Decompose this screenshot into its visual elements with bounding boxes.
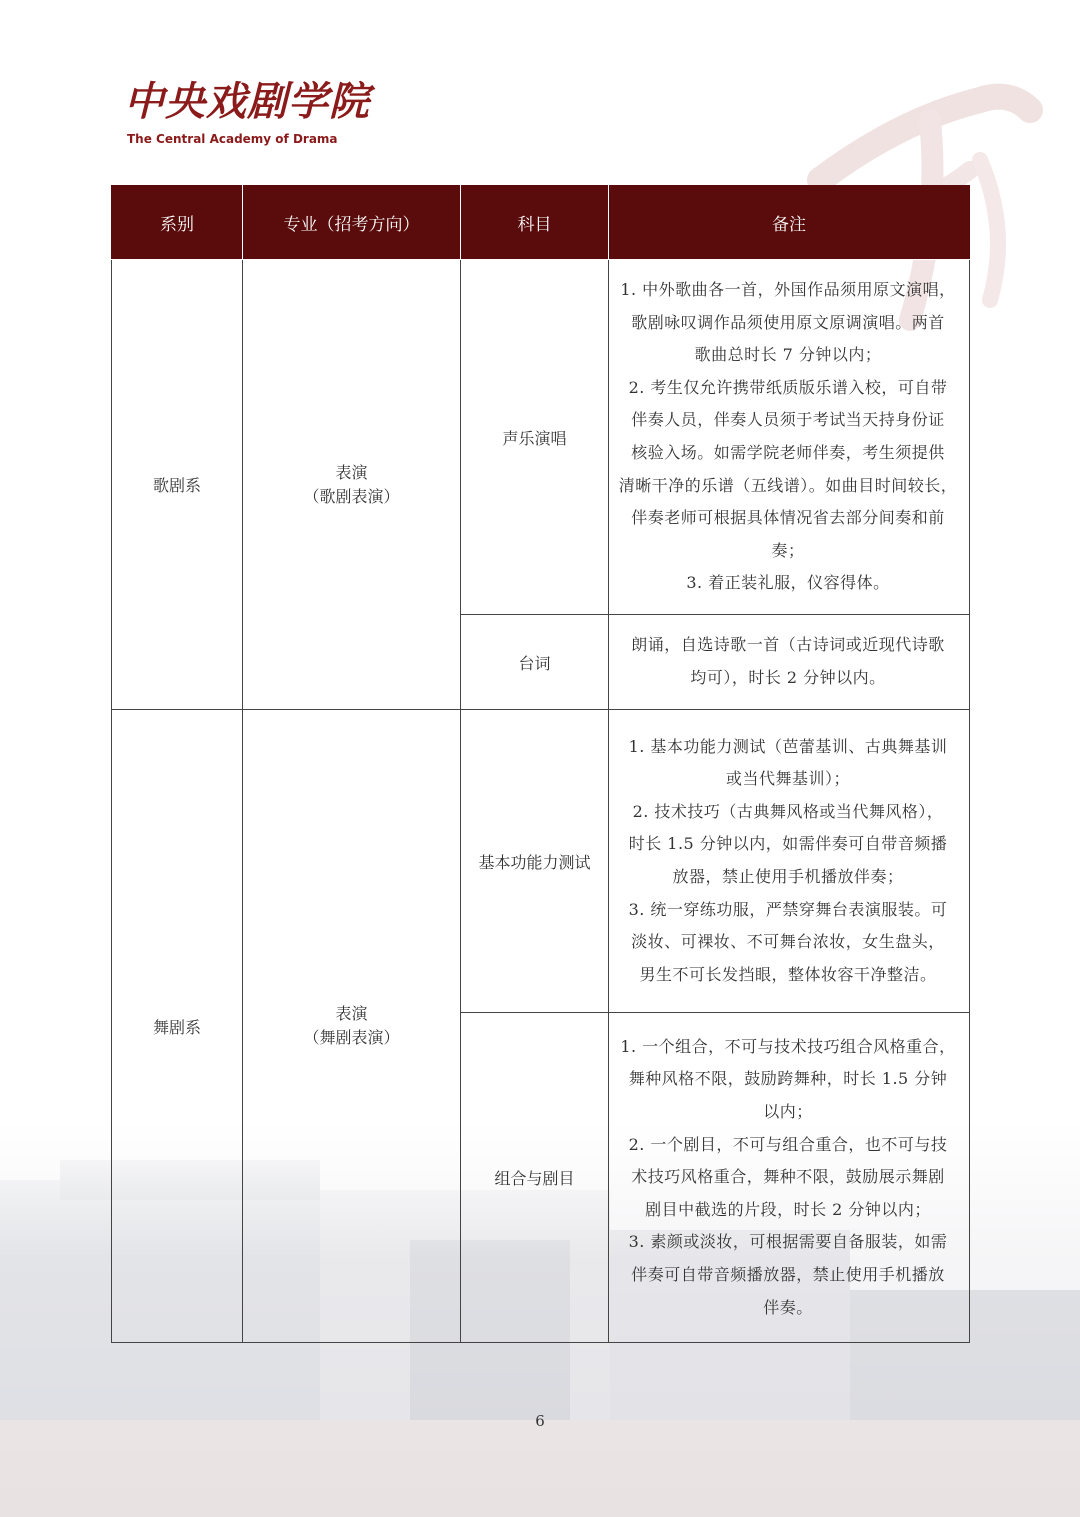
note-line: 歌剧咏叹调作品须使用原文原调演唱。两首 (631, 312, 945, 332)
major-cell (243, 260, 461, 710)
notes-cell (609, 615, 970, 710)
logo-english-name: The Central Academy of Drama (127, 132, 338, 146)
note-line: 2. 一个剧目，不可与组合重合，也不可与技 (628, 1134, 948, 1154)
major-direction: （舞剧表演） (303, 1028, 400, 1047)
academy-logo (124, 70, 384, 160)
note-line: 剧目中截选的片段，时长 2 分钟以内； (645, 1199, 931, 1219)
notes-cell (609, 260, 970, 615)
subject-cell: 台词 (461, 615, 609, 710)
major-direction: （歌剧表演） (303, 486, 400, 506)
note-line: 以内； (763, 1102, 813, 1122)
department-cell: 舞剧系 (112, 710, 243, 1343)
note-line: 3. 统一穿练功服，严禁穿舞台表演服装。可 (628, 899, 948, 919)
note-line: 朗诵，自选诗歌一首（古诗词或近现代诗歌 (631, 635, 945, 655)
note-line: 男生不可长发挡眼，整体妆容干净整洁。 (639, 964, 937, 984)
note-line: 2. 考生仅允许携带纸质版乐谱入校，可自带 (628, 377, 948, 397)
note-line: 2. 技术技巧（古典舞风格或当代舞风格）， (632, 801, 944, 821)
department-cell: 歌剧系 (112, 260, 243, 710)
note-line: 放器，禁止使用手机播放伴奏； (672, 867, 904, 886)
notes-cell (609, 1013, 970, 1343)
note-line: 伴奏可自带音频播放器，禁止使用手机播放 (631, 1264, 945, 1284)
notes-cell (609, 710, 970, 1013)
note-line: 1. 一个组合，不可与技术技巧组合风格重合， (620, 1036, 956, 1056)
note-line: 3. 素颜或淡妆，可根据需要自备服装，如需 (628, 1232, 948, 1252)
note-line: 1. 基本功能力测试（芭蕾基训、古典舞基训 (628, 736, 948, 756)
subject-cell: 声乐演唱 (461, 260, 609, 615)
note-line: 时长 1.5 分钟以内，如需伴奏可自带音频播 (628, 834, 948, 854)
note-line: 伴奏老师可根据具体情况省去部分间奏和前 (631, 508, 945, 528)
logo-chinese-name: 中央戏剧学院 (124, 78, 370, 125)
exam-subjects-table (111, 185, 970, 1343)
major-name: 表演 (335, 1004, 368, 1023)
note-line: 奏； (771, 540, 805, 560)
table-row (112, 710, 970, 1013)
note-line: 1. 中外歌曲各一首，外国作品须用原文演唱， (620, 280, 956, 300)
page-number: 6 (535, 1412, 545, 1430)
subject-cell: 基本功能力测试 (461, 710, 609, 1013)
subject-cell: 组合与剧目 (461, 1013, 609, 1343)
header-notes: 备注 (609, 185, 970, 260)
note-line: 3. 着正装礼服，仪容得体。 (686, 573, 890, 593)
note-line: 伴奏人员，伴奏人员须于考试当天持身份证 (631, 410, 945, 430)
header-major: 专业（招考方向） (243, 185, 461, 260)
note-line: 术技巧风格重合，舞种不限，鼓励展示舞剧 (631, 1167, 945, 1187)
header-department: 系别 (112, 185, 243, 260)
note-line: 伴奏。 (763, 1297, 813, 1317)
note-line: 歌曲总时长 7 分钟以内； (694, 345, 882, 365)
note-line: 核验入场。如需学院老师伴奏，考生须提供 (631, 443, 945, 462)
note-line: 淡妆、可裸妆、不可舞台浓妆，女生盘头， (631, 932, 945, 952)
major-name: 表演 (335, 462, 368, 482)
table-row (112, 260, 970, 615)
major-cell (243, 710, 461, 1343)
header-subject: 科目 (461, 185, 609, 260)
note-line: 清晰干净的乐谱（五线谱）。如曲目时间较长， (618, 475, 958, 495)
note-line: 或当代舞基训）； (725, 769, 850, 789)
note-line: 舞种风格不限，鼓励跨舞种，时长 1.5 分钟 (628, 1069, 948, 1089)
table-header-row (112, 185, 970, 260)
note-line: 均可），时长 2 分钟以内。 (690, 668, 886, 687)
